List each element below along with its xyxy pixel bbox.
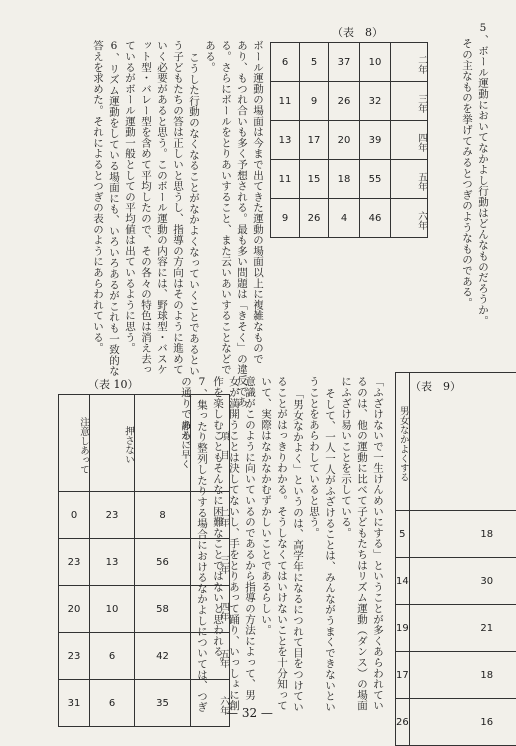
para-rhythm-11: 作を楽しむこともそんなに困難なことではないと思われる。 <box>210 376 225 668</box>
table8-cell: 39 <box>360 121 391 160</box>
table8-cell: 6 <box>271 43 300 82</box>
table9-cell: 19 <box>396 605 410 652</box>
para-rhythm-7: ることがはっきりわかる。そうしなくてはいけないことを十分知って <box>274 376 289 711</box>
table-row <box>396 511 516 558</box>
table8-cell: 26 <box>300 199 329 238</box>
table8-caption: （表 8） <box>332 24 383 40</box>
table9-row-label: 男女なかよくする <box>396 373 410 511</box>
table10-cell: 13 <box>90 539 135 586</box>
table10-cell: 23 <box>59 633 90 680</box>
table8-header-cell: 二年 <box>391 43 428 82</box>
table-row <box>271 199 428 238</box>
table10-cell: 10 <box>90 586 135 633</box>
para-ball-6: う子どもたちの答は正しいと思うし、指導の方向はそのように進めて <box>170 40 185 375</box>
table9-caption: （表 9） <box>410 378 461 394</box>
table-row <box>59 492 230 539</box>
table8-cell: 11 <box>271 82 300 121</box>
para-ball-4: ある。 <box>202 40 217 72</box>
para-rhythm-4: そして、一人一人がふざけることは、みんながうまくできないとい <box>322 388 337 712</box>
table9 <box>395 372 516 746</box>
table9-cell: 17 <box>396 652 410 699</box>
table8-cell: 26 <box>329 82 360 121</box>
para-ball-5: こうした行動のなくなることがなかよくなっていくことであるとい <box>186 52 201 376</box>
table-row <box>396 652 516 699</box>
table-row <box>59 633 230 680</box>
table9-cell: 21 <box>409 605 516 652</box>
table-row <box>271 43 428 82</box>
table10-header-cell: 三年 <box>191 539 230 586</box>
table10-header-cell: 六年 <box>191 680 230 727</box>
para-rhythm-9: 意識がこのように向いているのであるから指導の方法によって、男 <box>242 376 257 700</box>
table9-cell: 18 <box>409 652 516 699</box>
table8-cell: 55 <box>360 160 391 199</box>
table10-row-label: 押さない <box>90 395 135 492</box>
table-row <box>271 160 428 199</box>
table-row <box>59 680 230 727</box>
table10-cell: 8 <box>135 492 191 539</box>
table-row <box>271 121 428 160</box>
para-rhythm-10: 女が満開うことは決してないし、手をとりあって踊り、いっしょに創 <box>226 376 241 711</box>
table-row <box>59 395 230 492</box>
table8-cell: 5 <box>300 43 329 82</box>
section5-line-1: 5、ボール運動においてなかよし行動はどんなものだろうか。 <box>475 22 490 326</box>
table8-header-cell: 四年 <box>391 121 428 160</box>
para-rhythm-13: の通りである。 <box>178 376 193 452</box>
para-rhythm-3: にふざけ易いことを示している。 <box>338 376 353 538</box>
table8-header-cell: 六年 <box>391 199 428 238</box>
table-row <box>396 373 516 511</box>
table10-cell: 23 <box>90 492 135 539</box>
table10-header-cell: 二年 <box>191 492 230 539</box>
table10-caption: （表 10） <box>88 376 139 392</box>
table10-cell: 58 <box>135 586 191 633</box>
para-ball-1: ボール運動の場面は今まで出てきた運動の場面以上に複雑なもので <box>250 40 265 364</box>
table10-cell: 0 <box>59 492 90 539</box>
table10-header-cell: 四年 <box>191 586 230 633</box>
page-number: — 32 — <box>226 706 273 720</box>
table8-header-cell: 五年 <box>391 160 428 199</box>
para-ball-2: あり、もつれ合いも多く予想される。最も多い問題は「きそく」の違反であ <box>234 40 249 407</box>
table10-header-cell: 五年 <box>191 633 230 680</box>
para-rhythm-1: 「ふざけないで一生けんめいにする」ということが多くあらわれてい <box>370 376 385 711</box>
para-rhythm-12: 7、集ったり整列したりする場合におけるなかよしについては、つぎ <box>194 376 209 712</box>
para-rhythm-6: 「男女なかよく」というのは、高学年になるにつれて目をつけてい <box>290 388 305 712</box>
table8-cell: 9 <box>300 82 329 121</box>
table-row <box>59 539 230 586</box>
table8-cell: 15 <box>300 160 329 199</box>
para-ball-11: 答えを求めた。それによるとつぎの表のようにあらわれている。 <box>90 40 105 353</box>
para-ball-9: ているがボール運動一般としての平均値は出ているように思う。 <box>122 40 137 353</box>
para-ball-7: いく必要があると思う。このボール運動の内容には、野球型・バスケ <box>154 40 169 375</box>
table9-cell: 16 <box>409 699 516 746</box>
para-rhythm-2: るのは、他の運動に比べて子どもたちはリズム運動（ダンス）の場面 <box>354 376 369 711</box>
table10 <box>58 394 230 727</box>
table9-cell: 30 <box>409 558 516 605</box>
para-ball-3: る。さらにボールをとりあいすること、また云いあいすることなどで <box>218 40 233 375</box>
para-rhythm-5: うことをあらわしていると思う。 <box>306 376 321 538</box>
table9-cell: 18 <box>409 511 516 558</box>
table9-cell: 14 <box>396 558 410 605</box>
table-row <box>59 586 230 633</box>
section5-line-2: その主なものを挙げてみるとつぎのようなものである。 <box>459 38 474 308</box>
table8-cell: 11 <box>271 160 300 199</box>
table10-row-label: 注意しあって <box>59 395 90 492</box>
table8-cell: 20 <box>329 121 360 160</box>
table10-cell: 6 <box>90 633 135 680</box>
table8 <box>270 42 428 238</box>
table8-cell: 4 <box>329 199 360 238</box>
table9-row-label <box>409 373 516 511</box>
table8-cell: 46 <box>360 199 391 238</box>
table10-cell: 56 <box>135 539 191 586</box>
table8-cell: 32 <box>360 82 391 121</box>
table9-cell: 26 <box>396 699 410 746</box>
table-row <box>271 82 428 121</box>
table8-cell: 9 <box>271 199 300 238</box>
table8-cell: 17 <box>300 121 329 160</box>
table10-row-label: 静かに早く <box>135 395 191 492</box>
table8-cell: 13 <box>271 121 300 160</box>
table8-cell: 10 <box>360 43 391 82</box>
table9-cell: 5 <box>396 511 410 558</box>
para-ball-10: 6、リズム運動をしている場面にも、いろいろあるがこれも一致的な <box>106 40 121 376</box>
table-row <box>396 699 516 746</box>
table8-cell: 37 <box>329 43 360 82</box>
table10-cell: 23 <box>59 539 90 586</box>
table10-cell: 31 <box>59 680 90 727</box>
table-row <box>396 558 516 605</box>
table8-header-cell: 三年 <box>391 82 428 121</box>
para-ball-8: ット型・バレー型を含めて平均したので、その各々の特色は消え去っ <box>138 40 153 375</box>
table10-cell: 42 <box>135 633 191 680</box>
table10-cell: 6 <box>90 680 135 727</box>
table10-cell: 35 <box>135 680 191 727</box>
table10-header-cell: 項 目 <box>191 395 230 492</box>
table-row <box>396 605 516 652</box>
table8-cell: 18 <box>329 160 360 199</box>
para-rhythm-8: いて、実際はなかなかむずかしいことであるらしい。 <box>258 376 273 635</box>
table10-cell: 20 <box>59 586 90 633</box>
